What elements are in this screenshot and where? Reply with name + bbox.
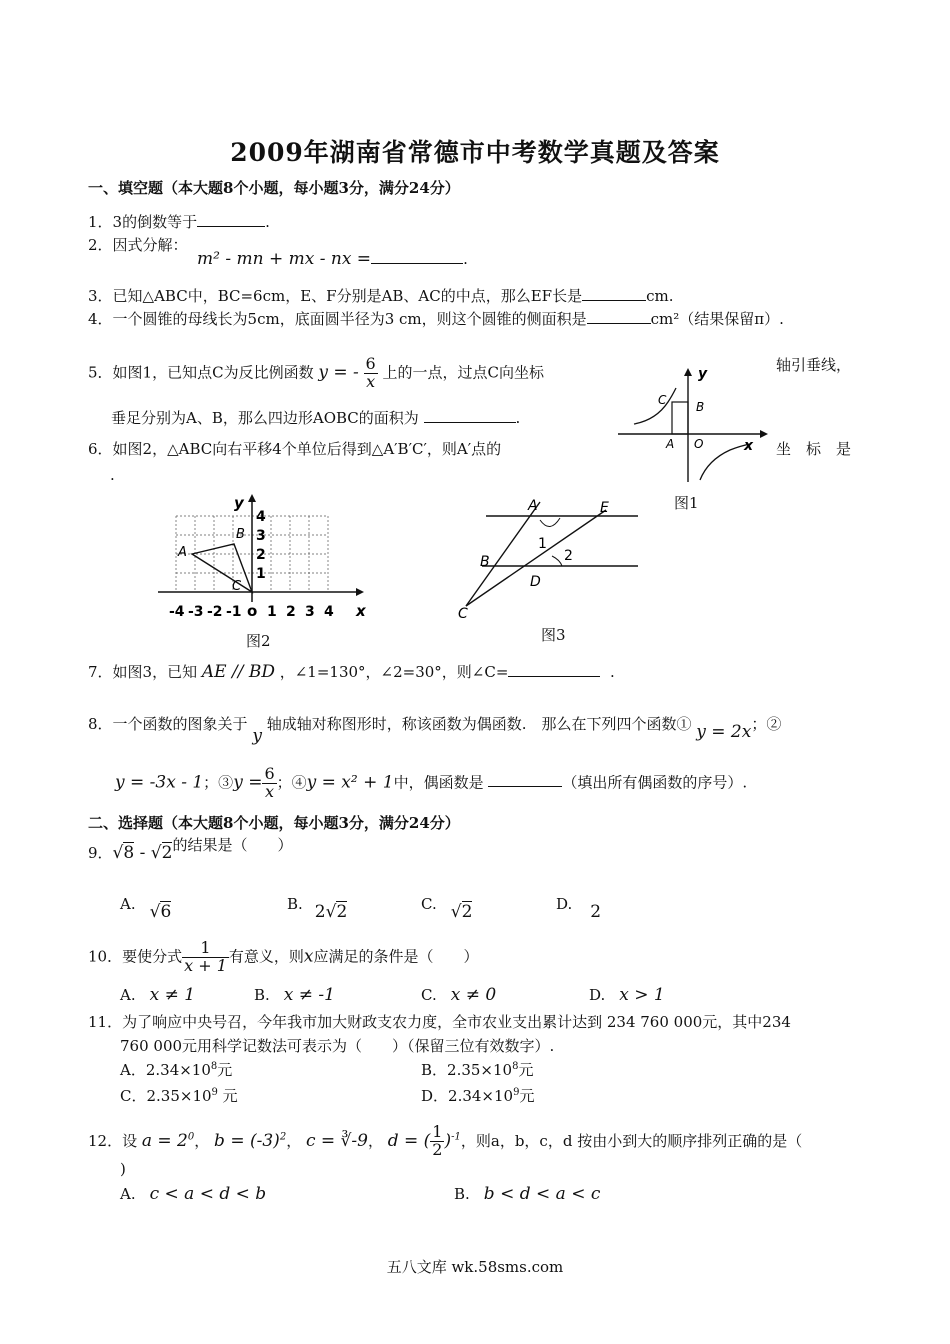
q11-option-c: C．$2.35\times 10^9$ 元 [120, 1087, 238, 1105]
q5-text-b: 上的一点，过点C向坐标 [382, 363, 544, 382]
fig2-caption: 图2 [246, 632, 271, 650]
q10-denominator: x + 1 [184, 955, 227, 975]
fig2-x-tick-label: -2 [207, 604, 223, 620]
q5-function: y = - [318, 362, 359, 383]
q10-option-b-label: B. [254, 986, 270, 1004]
q9-option-b-value: 2√2 [314, 902, 348, 922]
question-5-line-1 [88, 356, 544, 391]
question-4 [88, 309, 784, 328]
q12-option-a-value: c < a < d < b [149, 1184, 267, 1204]
page-title: 2009年湖南省常德市中考数学真题及答案 [230, 138, 720, 167]
q12-option-b-value: b < d < a < c [483, 1184, 601, 1204]
q10-text-pre: 10．要使分式 [88, 947, 183, 966]
q11-option-b: B．$2.35\times 10^8$元 [421, 1061, 534, 1079]
question-8-line-2 [115, 766, 747, 801]
question-9 [88, 836, 293, 863]
q5-fraction [364, 356, 378, 391]
answer-blank [582, 286, 646, 301]
q5-text-d: 垂足分别为A、B，那么四边形AOBC的面积为 [111, 409, 419, 427]
q10-option-a [120, 985, 195, 1005]
q7-text-pre: 7．如图3，已知 [88, 663, 198, 681]
q10-option-b-value: x ≠ -1 [283, 985, 335, 1005]
q12-option-b [454, 1184, 600, 1204]
question-1: 1．3的倒数等于 . [88, 213, 270, 231]
q10-option-a-value: x ≠ 1 [149, 985, 196, 1005]
answer-blank [197, 212, 265, 227]
fig3-angle-2 [552, 556, 562, 566]
q9-option-a-label: A. [120, 895, 136, 913]
q8-text-c: ；② [751, 715, 782, 733]
q12-text-pre: 12．设 [88, 1131, 138, 1150]
q8-text-e: ；④ [276, 773, 307, 792]
answer-blank [488, 772, 562, 787]
question-3-text: 3．已知△ABC中，BC=6cm，E、F分别是AB、AC的中点，那么EF长是 [88, 287, 583, 305]
fig2-label-c: C [232, 579, 242, 594]
fig3-label-b: B [480, 554, 490, 570]
fig2-y-tick-label: 1 [256, 566, 266, 582]
answer-blank [508, 662, 600, 677]
fig2-x-tick-label: -3 [188, 604, 204, 620]
question-3 [88, 286, 674, 305]
q10-option-c-value: x ≠ 0 [450, 985, 497, 1005]
fig2-label-b: B [236, 527, 245, 542]
fig3-label-1: 1 [538, 536, 547, 552]
question-2-label: 2．因式分解： [88, 236, 188, 254]
q7-text-post: ，∠1=130°，∠2=30°，则∠C= [279, 663, 509, 681]
q9-option-d [556, 894, 602, 922]
q12-c: c = ∛-9 [305, 1130, 368, 1151]
q9-radicand-b: 2 [161, 843, 173, 863]
fig3-caption: 图3 [541, 626, 566, 644]
figure-3 [456, 494, 646, 624]
fig2-label-o: o [247, 602, 258, 620]
question-3-unit: cm. [646, 287, 674, 305]
q9-option-a [120, 894, 172, 922]
q10-option-d-value: x > 1 [619, 985, 665, 1005]
fig2-y-tick-label: 4 [256, 509, 266, 525]
q8-function-3: y = [233, 772, 263, 793]
q9-option-d-value: 2 [590, 902, 602, 922]
fig2-x-tick-label: -1 [226, 604, 242, 620]
answer-blank [371, 249, 463, 264]
question-10 [88, 940, 479, 975]
fig1-rectangle [672, 402, 688, 434]
question-4-unit: cm²（结果保留π）. [650, 310, 784, 328]
question-11-line-2: 760 000元用科学记数法可表示为（ ）（保留三位有效数字）. [120, 1037, 555, 1055]
question-1-text: 1．3的倒数等于 [88, 213, 198, 231]
fig2-label-x: x [356, 602, 366, 620]
q9-option-c-label: C. [421, 895, 437, 913]
fig1-label-b: B [696, 400, 705, 414]
fig2-x-tick-label: -4 [169, 604, 185, 620]
question-8-line-1 [88, 714, 782, 746]
fig3-angle-1 [540, 518, 560, 527]
fig2-label-y: y [234, 494, 244, 512]
q8-denominator: x [265, 781, 275, 801]
q8-text-a: 8．一个函数的图象关于 [88, 715, 248, 733]
q12-d: d = ( $\frac{1}{2}$ )$^{-1}$ [387, 1122, 461, 1159]
fig2-triangle-abc [192, 544, 252, 592]
q7-end: . [609, 663, 615, 681]
fig2-y-tick-label: 3 [256, 528, 266, 544]
fig3-label-a: A [528, 498, 538, 514]
q5-text-a: 5．如图1，已知点C为反比例函数 [88, 363, 314, 382]
q12-close-paren: ) [120, 1160, 126, 1178]
q9-text: 的结果是（ ） [172, 836, 293, 854]
q9-option-c [421, 894, 473, 922]
q6-text-c: . [110, 466, 115, 484]
fig2-x-tick-label: 2 [286, 604, 296, 620]
q10-text-post: 应满足的条件是（ ） [313, 947, 479, 966]
q10-fraction [182, 940, 229, 975]
q12-option-a [120, 1184, 266, 1204]
question-2-expression: m² - mn + mx - nx = . [197, 249, 468, 269]
fig1-label-o: O [694, 437, 704, 451]
question-6-line-1: 6．如图2，△ABC向右平移4个单位后得到△A′B′C′，则A′点的 [88, 440, 502, 458]
q7-expression: AE // BD [201, 662, 275, 682]
q8-function-4: y = x² + 1 [306, 772, 394, 793]
q8-function-1: y = 2x [696, 722, 752, 742]
q8-text-b: 轴成轴对称图形时，称该函数为偶函数. 那么在下列四个函数① [266, 715, 692, 733]
answer-blank [424, 408, 516, 423]
section-1-heading: 一、填空题（本大题8个小题，每小题3分，满分24分） [88, 179, 460, 197]
fig1-x-arrow [760, 430, 768, 438]
q11-option-a: A．$2.34\times 10^8$元 [120, 1061, 233, 1079]
q9-option-a-value: √6 [149, 902, 172, 922]
q6-text-b: 坐 标 是 [776, 440, 852, 458]
q10-option-d [589, 985, 665, 1005]
q10-x: x [303, 946, 314, 967]
q5-denominator: x [366, 371, 376, 391]
q2-expr: m² - mn + mx - nx = [197, 249, 372, 269]
q9-expression: √8 - √2 [112, 843, 173, 863]
q10-option-d-label: D. [589, 986, 606, 1004]
q9-option-b-label: B. [287, 895, 303, 913]
section-2-heading: 二、选择题（本大题8个小题，每小题3分，满分24分） [88, 814, 460, 832]
q9-option-b [287, 894, 348, 922]
question-5-line-2: 垂足分别为A、B，那么四边形AOBC的面积为 . [111, 409, 521, 427]
fig1-label-x: x [744, 438, 754, 454]
q10-option-c [421, 985, 496, 1005]
q9-label: 9． [88, 844, 113, 862]
q11-option-d: D．$2.34\times 10^9$元 [421, 1087, 535, 1105]
q10-option-b [254, 985, 335, 1005]
question-12: 12．设 $a = 2^0$， $b = (-3)^2$， c = ∛-9， d = ( $\frac{1}{2}$ )$^{-1}$，则a，b，c，d 按由小到大的顺序排列正确的是（ [88, 1122, 803, 1159]
q5-text-c: 轴引垂线， [776, 356, 852, 374]
q10-numerator: 1 [182, 940, 229, 958]
fig2-y-arrow [248, 494, 256, 502]
question-7 [88, 662, 615, 682]
answer-blank [587, 309, 651, 324]
fig2-x-tick-label: 4 [324, 604, 334, 620]
q12-a: $a = 2^0$ [141, 1130, 195, 1151]
q8-text-d: ；③ [203, 773, 234, 792]
q8-y: y [252, 726, 262, 746]
fig2-y-ticks [256, 509, 266, 582]
q10-option-a-label: A. [120, 986, 136, 1004]
q9-option-c-value: √2 [450, 902, 473, 922]
fig1-curve-left [634, 388, 676, 424]
q8-text-g: （填出所有偶函数的序号）. [562, 773, 748, 792]
fig1-label-c: C [658, 393, 667, 407]
q9-option-d-label: D. [556, 895, 573, 913]
q12-option-b-label: B. [454, 1185, 470, 1203]
fig3-label-c: C [458, 606, 468, 622]
fig2-x-tick-label: 1 [267, 604, 277, 620]
fig1-y-arrow [684, 368, 692, 376]
q9-radicand-a: 8 [123, 843, 135, 863]
fig1-label-y: y [698, 366, 708, 382]
q10-text-mid: 有意义，则 [228, 947, 304, 966]
q12-b: $b = (-3)^2$ [214, 1130, 287, 1151]
q9-minus: - [134, 843, 151, 863]
figure-1 [612, 364, 772, 488]
question-11-line-1: 11．为了响应中央号召，今年我市加大财政支农力度，全市农业支出累计达到 234 760 000元，其中234 [88, 1013, 791, 1031]
fig3-label-e: E [600, 500, 609, 516]
question-4-text: 4．一个圆锥的母线长为5cm，底面圆半径为3 cm，则这个圆锥的侧面积是 [88, 310, 587, 328]
fig1-curve-right [700, 444, 750, 480]
fig2-y-tick-label: 2 [256, 547, 266, 563]
q12-option-a-label: A. [120, 1185, 136, 1203]
q12-text-post: ，则a，b，c，d 按由小到大的顺序排列正确的是（ [460, 1131, 803, 1150]
figure-2 [152, 490, 372, 626]
q8-fraction [262, 766, 276, 801]
q5-numerator: 6 [365, 354, 376, 373]
fig2-label-a: A [178, 545, 187, 560]
q10-option-c-label: C. [421, 986, 437, 1004]
fig3-label-2: 2 [564, 548, 573, 564]
fig2-x-arrow [356, 588, 364, 596]
footer-watermark: 五八文库 wk.58sms.com [386, 1258, 564, 1276]
fig1-caption: 图1 [674, 494, 699, 512]
fig2-x-tick-label: 3 [305, 604, 315, 620]
fig3-label-d: D [530, 574, 541, 590]
q8-function-2: y = -3x - 1 [115, 772, 204, 793]
q8-text-f: 中，偶函数是 [393, 773, 484, 792]
fig1-label-a: A [666, 437, 675, 451]
fig3-line-ca [466, 502, 540, 606]
q8-numerator: 6 [264, 764, 275, 783]
